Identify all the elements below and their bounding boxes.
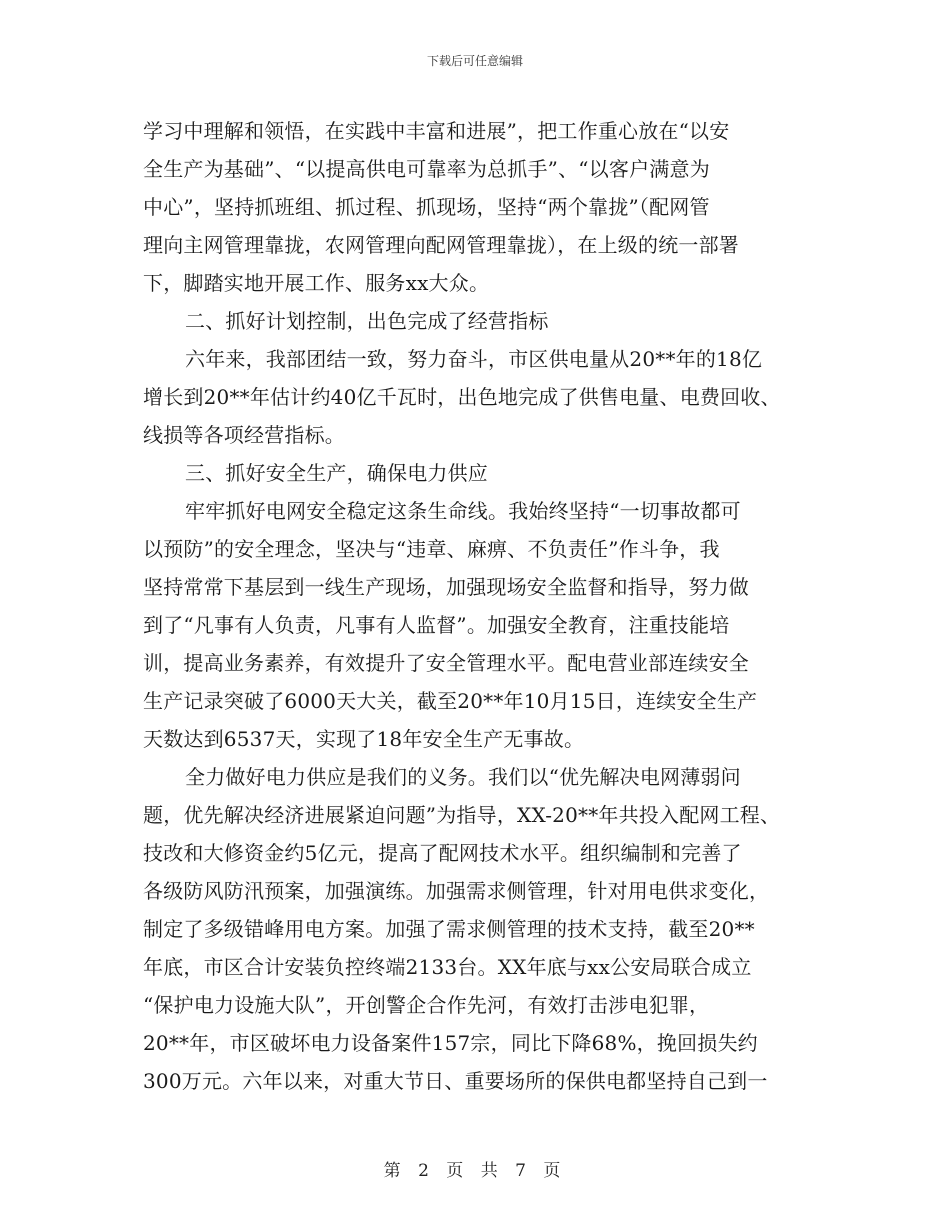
body-line: 六年来，我部团结一致，努力奋斗，市区供电量从20**年的18亿 — [185, 347, 763, 371]
body-line: 训，提高业务素养，有效提升了安全管理水平。配电营业部连续安全 — [143, 651, 749, 675]
page-header-note: 下载后可任意编辑 — [426, 54, 523, 68]
body-line: 到了“凡事有人负责，凡事有人监督”。加强安全教育，注重技能培 — [143, 613, 730, 637]
body-line: 牢牢抓好电网安全稳定这条生命线。我始终坚持“一切事故都可 — [185, 499, 741, 523]
body-line: 增长到20**年估计约40亿千瓦时，出色地完成了供售电量、电费回收、 — [143, 385, 781, 409]
body-line: 题，优先解决经济进展紧迫问题”为指导，XX-20**年共投入配网工程、 — [143, 803, 781, 827]
document-body — [143, 112, 823, 1100]
body-line: 生产记录突破了6000天大关，截至20**年10月15日，连续安全生产 — [143, 689, 758, 713]
body-line: 300万元。六年以来，对重大节日、重要场所的保供电都坚持自己到一 — [143, 1069, 768, 1093]
body-line: 全力做好电力供应是我们的义务。我们以“优先解决电网薄弱问 — [185, 765, 741, 789]
body-line: 天数达到6537天，实现了18年安全生产无事故。 — [143, 727, 585, 751]
section-heading: 二、抓好计划控制，出色完成了经营指标 — [185, 309, 549, 333]
body-line: 各级防风防汛预案，加强演练。加强需求侧管理，针对用电供求变化， — [143, 879, 770, 903]
body-line: 线损等各项经营指标。 — [143, 423, 345, 447]
body-line: 理向主网管理靠拢，农网管理向配网管理靠拢），在上级的统一部署 — [143, 233, 739, 257]
body-line: 学习中理解和领悟，在实践中丰富和进展”，把工作重心放在“以安 — [143, 119, 730, 143]
body-line: 20**年，市区破坏电力设备案件157宗，同比下降68%，挽回损失约 — [143, 1031, 758, 1055]
body-line: 以预防”的安全理念，坚决与“违章、麻痹、不负责任”作斗争，我 — [143, 537, 720, 561]
body-line: 中心”，坚持抓班组、抓过程、抓现场，坚持“两个靠拢”（配网管 — [143, 195, 710, 219]
body-line: 技改和大修资金约5亿元，提高了配网技术水平。组织编制和完善了 — [143, 841, 742, 865]
body-line: 年底，市区合计安装负控终端2133台。XX年底与xx公安局联合成立 — [143, 955, 752, 979]
page-number-footer: 第 2 页 共 7 页 — [383, 1161, 567, 1181]
body-line: 制定了多级错峰用电方案。加强了需求侧管理的技术支持，截至20** — [143, 917, 755, 941]
body-line: “保护电力设施大队”，开创警企合作先河，有效打击涉电犯罪， — [143, 993, 710, 1017]
section-heading: 三、抓好安全生产，确保电力供应 — [185, 461, 488, 485]
body-line: 全生产为基础”、“以提高供电可靠率为总抓手”、“以客户满意为 — [143, 157, 710, 181]
body-line: 下，脚踏实地开展工作、服务xx大众。 — [143, 271, 490, 295]
body-line: 坚持常常下基层到一线生产现场，加强现场安全监督和指导，努力做 — [143, 575, 749, 599]
